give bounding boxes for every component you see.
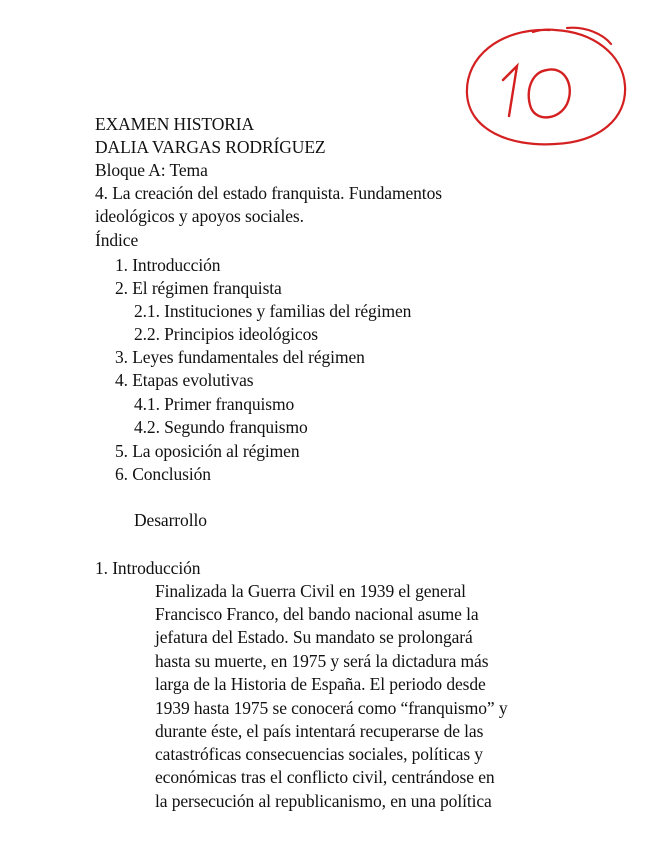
index-heading: Índice <box>95 230 139 250</box>
paragraph-line: hasta su muerte, en 1975 y será la dictadura más <box>155 651 489 671</box>
index-subitem: 4.2. Segundo franquismo <box>134 417 308 437</box>
paragraph-line: jefatura del Estado. Su mandato se prolongará <box>155 627 473 647</box>
index-item: 2. El régimen franquista <box>115 278 282 298</box>
index-subitem: 4.1. Primer franquismo <box>134 394 295 414</box>
paragraph-line: 1939 hasta 1975 se conocerá como “franquismo” y <box>155 698 508 718</box>
index-item: 5. La oposición al régimen <box>115 441 300 461</box>
grade-digit-zero <box>529 69 570 117</box>
grade-mark <box>455 22 635 152</box>
grade-digit-one <box>503 66 517 116</box>
topic-line-2: ideológicos y apoyos sociales. <box>95 206 304 226</box>
block-label: Bloque A: Tema <box>95 160 208 180</box>
index-item: 1. Introducción <box>115 255 221 275</box>
index-subitem: 2.2. Principios ideológicos <box>134 324 318 344</box>
paragraph-line: económicas tras el conflicto civil, centrándose en <box>155 767 495 787</box>
paragraph-line: durante éste, el país intentará recuperarse de las <box>155 721 484 741</box>
paragraph-line: la persecución al republicanismo, en una política <box>155 791 492 811</box>
paragraph-line: catastróficas consecuencias sociales, políticas y <box>155 744 483 764</box>
index-item: 4. Etapas evolutivas <box>115 370 254 390</box>
development-heading: Desarrollo <box>134 510 207 530</box>
index-item: 3. Leyes fundamentales del régimen <box>115 347 365 367</box>
topic-line-1: 4. La creación del estado franquista. Fundamentos <box>95 183 442 203</box>
paragraph-line: larga de la Historia de España. El periodo desde <box>155 674 486 694</box>
exam-title: EXAMEN HISTORIA <box>95 114 255 134</box>
paragraph-line: Finalizada la Guerra Civil en 1939 el general <box>155 581 466 601</box>
section-title: 1. Introducción <box>95 558 201 578</box>
grade-circle <box>467 28 625 145</box>
student-name: DALIA VARGAS RODRÍGUEZ <box>95 137 326 157</box>
paragraph-line: Francisco Franco, del bando nacional asume la <box>155 604 479 624</box>
grade-value: 10 <box>545 102 546 103</box>
index-subitem: 2.1. Instituciones y familias del régimen <box>134 301 412 321</box>
index-item: 6. Conclusión <box>115 464 211 484</box>
